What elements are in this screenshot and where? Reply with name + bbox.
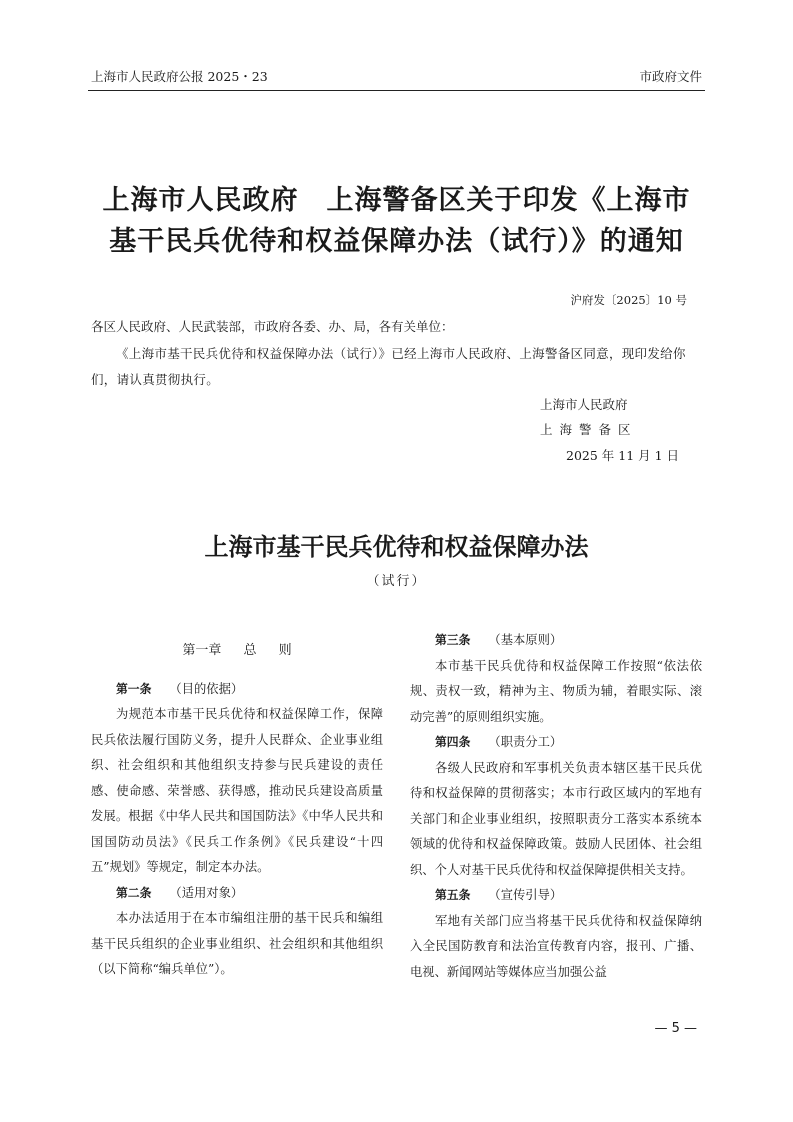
article-heading (410, 883, 702, 909)
article-number: 第三条 (435, 633, 471, 647)
article-heading (91, 677, 383, 703)
article-topic: （基本原则） (488, 633, 563, 647)
article-number: 第四条 (435, 735, 471, 749)
article-body: 为规范本市基干民兵优待和权益保障工作，保障民兵依法履行国防义务，提升人民群众、企业事业组织、社会组织和其他组织支持参与民兵建设的责任感、使命感、荣誉感、获得感，推动民兵建设高质量发展。根据《中华人民共和国国防法》《中华人民共和国国防动员法》《民兵工作条例》《民兵建设“十四五”规划》等规定，制定本办法。 (91, 707, 383, 874)
addressee: 各区人民政府、人民武装部，市政府各委、办、局，各有关单位： (91, 319, 454, 334)
article-body: 军地有关部门应当将基干民兵优待和权益保障纳入全民国防教育和法治宣传教育内容，报刊、广播、电视、新闻网站等媒体应当加强公益 (410, 913, 702, 979)
article-topic: （目的依据） (169, 681, 244, 696)
notice-title (60, 180, 733, 262)
notice-title-line2: 基干民兵优待和权益保障办法（试行）》的通知 (109, 226, 684, 257)
article-heading (410, 628, 702, 654)
regulation-title: 上海市基干民兵优待和权益保障办法 (204, 533, 589, 561)
document-number: 沪府发〔2025〕10 号 (570, 293, 687, 307)
signatory-garrison: 上海警备区 (540, 422, 638, 437)
left-column (91, 628, 383, 983)
article-number: 第五条 (435, 888, 471, 902)
article-number: 第二条 (116, 885, 152, 900)
header-publication: 上海市人民政府公报 2025・23 (91, 69, 268, 84)
notice-title-line1: 上海市人民政府 上海警备区关于印发《上海市 (102, 185, 691, 216)
article-topic: （职责分工） (488, 735, 563, 749)
article-heading (410, 730, 702, 756)
right-column (410, 628, 702, 985)
article-number: 第一条 (116, 681, 152, 696)
signatory-government: 上海市人民政府 (540, 397, 628, 412)
regulation-subtitle: （试行） (366, 574, 427, 589)
page-number: — 5 — (654, 1021, 697, 1036)
issue-date: 2025 年 11 月 1 日 (566, 448, 680, 463)
article-body: 本办法适用于在本市编组注册的基干民兵和编组基干民兵组织的企业事业组织、社会组织和其他组织（以下简称“编兵单位”）。 (91, 911, 383, 976)
chapter-heading: 第一章 总 则 (182, 643, 292, 658)
header-divider (88, 90, 705, 91)
article-topic: （宣传引导） (488, 888, 563, 902)
article-body: 本市基干民兵优待和权益保障工作按照“依法依规、责权一致，精神为主、物质为辅，着眼实际、滚动完善”的原则组织实施。 (410, 658, 702, 724)
article-topic: （适用对象） (169, 885, 244, 900)
header-section: 市政府文件 (639, 69, 702, 84)
article-body: 各级人民政府和军事机关负责本辖区基干民兵优待和权益保障的贯彻落实；本市行政区域内的军地有关部门和企业事业组织，按照职责分工落实本系统本领域的优待和权益保障政策。鼓励人民团体、社会组织、个人对基干民兵优待和权益保障提供相关支持。 (410, 760, 702, 877)
notice-body: 《上海市基干民兵优待和权益保障办法（试行）》已经上海市人民政府、上海警备区同意，现印发给你们，请认真贯彻执行。 (91, 346, 686, 387)
article-heading (91, 881, 383, 907)
